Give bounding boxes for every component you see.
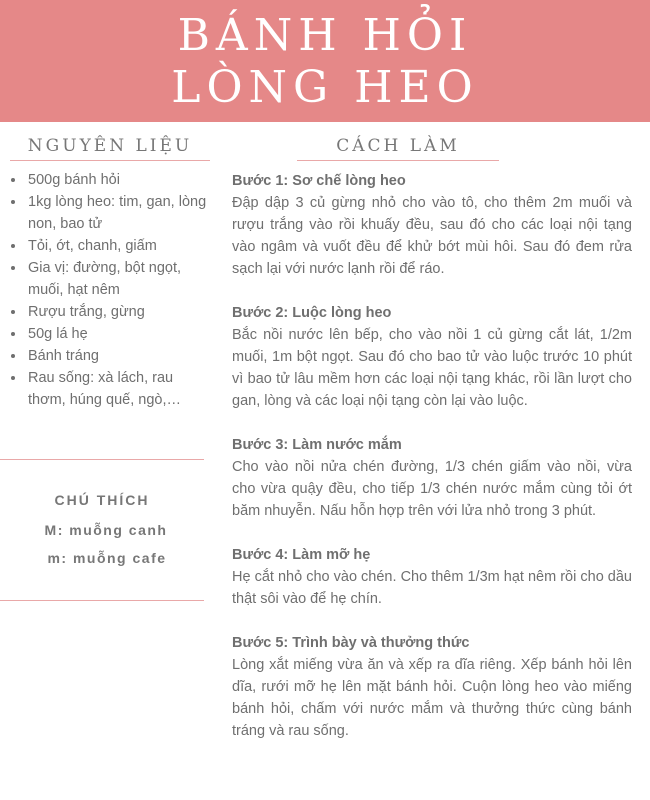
ingredients-heading: NGUYÊN LIỆU [10, 136, 210, 161]
notes-bottom-divider [0, 600, 204, 601]
recipe-title-line-2: LÒNG HEO [171, 62, 479, 113]
recipe-title-line-1: BÁNH HỎI [177, 10, 473, 61]
step-block [232, 632, 632, 742]
method-heading: CÁCH LÀM [297, 136, 499, 161]
ingredient-item: • Gia vị: đường, bột ngọt, muối, hạt nêm [26, 257, 212, 301]
step-body: Hẹ cắt nhỏ cho vào chén. Cho thêm 1/3m hạt nêm rồi cho dầu thật sôi vào để hẹ chín. [232, 569, 632, 607]
note-item-teaspoon: m: muỗng cafe [47, 550, 167, 566]
ingredient-item: • 500g bánh hỏi [26, 169, 212, 191]
notes-title: CHÚ THÍCH [54, 492, 150, 508]
step-body: Lòng xắt miếng vừa ăn và xếp ra dĩa riêng. Xếp bánh hỏi lên dĩa, rưới mỡ hẹ lên mặt bánh hỏi. Cuộn lòng heo vào miếng bánh hỏi, chấm với nước mắm và thưởng thức cùng bánh tráng và rau sống. [232, 657, 632, 739]
note-item-tablespoon: M: muỗng canh [44, 522, 168, 538]
steps-list [232, 170, 632, 742]
ingredient-item: • Rau sống: xà lách, rau thơm, húng quế, ngò,… [26, 367, 212, 411]
step-body: Bắc nồi nước lên bếp, cho vào nồi 1 củ gừng cắt lát, 1/2m muối, 1m bột ngọt. Sau đó cho bao tử vào luộc trước 10 phút vì bao tử lâu mềm hơn các loại nội tạng khác, rồi lần lượt cho gan, lòng và các loại nội tạng còn lại vào luộc. [232, 327, 632, 409]
method-column [232, 122, 632, 764]
notes-top-divider [0, 459, 204, 460]
title-banner [0, 0, 650, 122]
step-title: Bước 4: Làm mỡ hẹ [232, 547, 371, 563]
ingredient-item: • Tỏi, ớt, chanh, giấm [26, 235, 212, 257]
ingredients-column [0, 122, 212, 411]
step-title: Bước 1: Sơ chế lòng heo [232, 173, 406, 189]
step-title: Bước 2: Luộc lòng heo [232, 305, 392, 321]
step-title: Bước 3: Làm nước mắm [232, 437, 402, 453]
step-block [232, 544, 632, 610]
step-body: Đập dập 3 củ gừng nhỏ cho vào tô, cho thêm 2m muối và rượu trắng vào rồi khuấy đều, sau đó cho các loại nội tạng vào ngâm và vuốt đều để khử bớt mùi hôi. Sau đó đem rửa sạch lại với nước lạnh rồi để ráo. [232, 195, 632, 277]
ingredient-item: • Rượu trắng, gừng [26, 301, 212, 323]
step-block [232, 434, 632, 522]
step-body: Cho vào nồi nửa chén đường, 1/3 chén giấm vào nồi, vừa cho vừa quậy đều, cho tiếp 1/3 chén nước mắm cùng tỏi ớt băm nhuyễn. Nấu hỗn hợp trên với lửa nhỏ trong 3 phút. [232, 459, 632, 519]
notes-box [0, 492, 204, 572]
ingredient-item: • Bánh tráng [26, 345, 212, 367]
step-title: Bước 5: Trình bày và thưởng thức [232, 635, 470, 651]
step-block [232, 170, 632, 280]
ingredient-item: • 50g lá hẹ [26, 323, 212, 345]
ingredient-item: • 1kg lòng heo: tim, gan, lòng non, bao tử [26, 191, 212, 235]
step-block [232, 302, 632, 412]
ingredients-list [0, 169, 212, 411]
